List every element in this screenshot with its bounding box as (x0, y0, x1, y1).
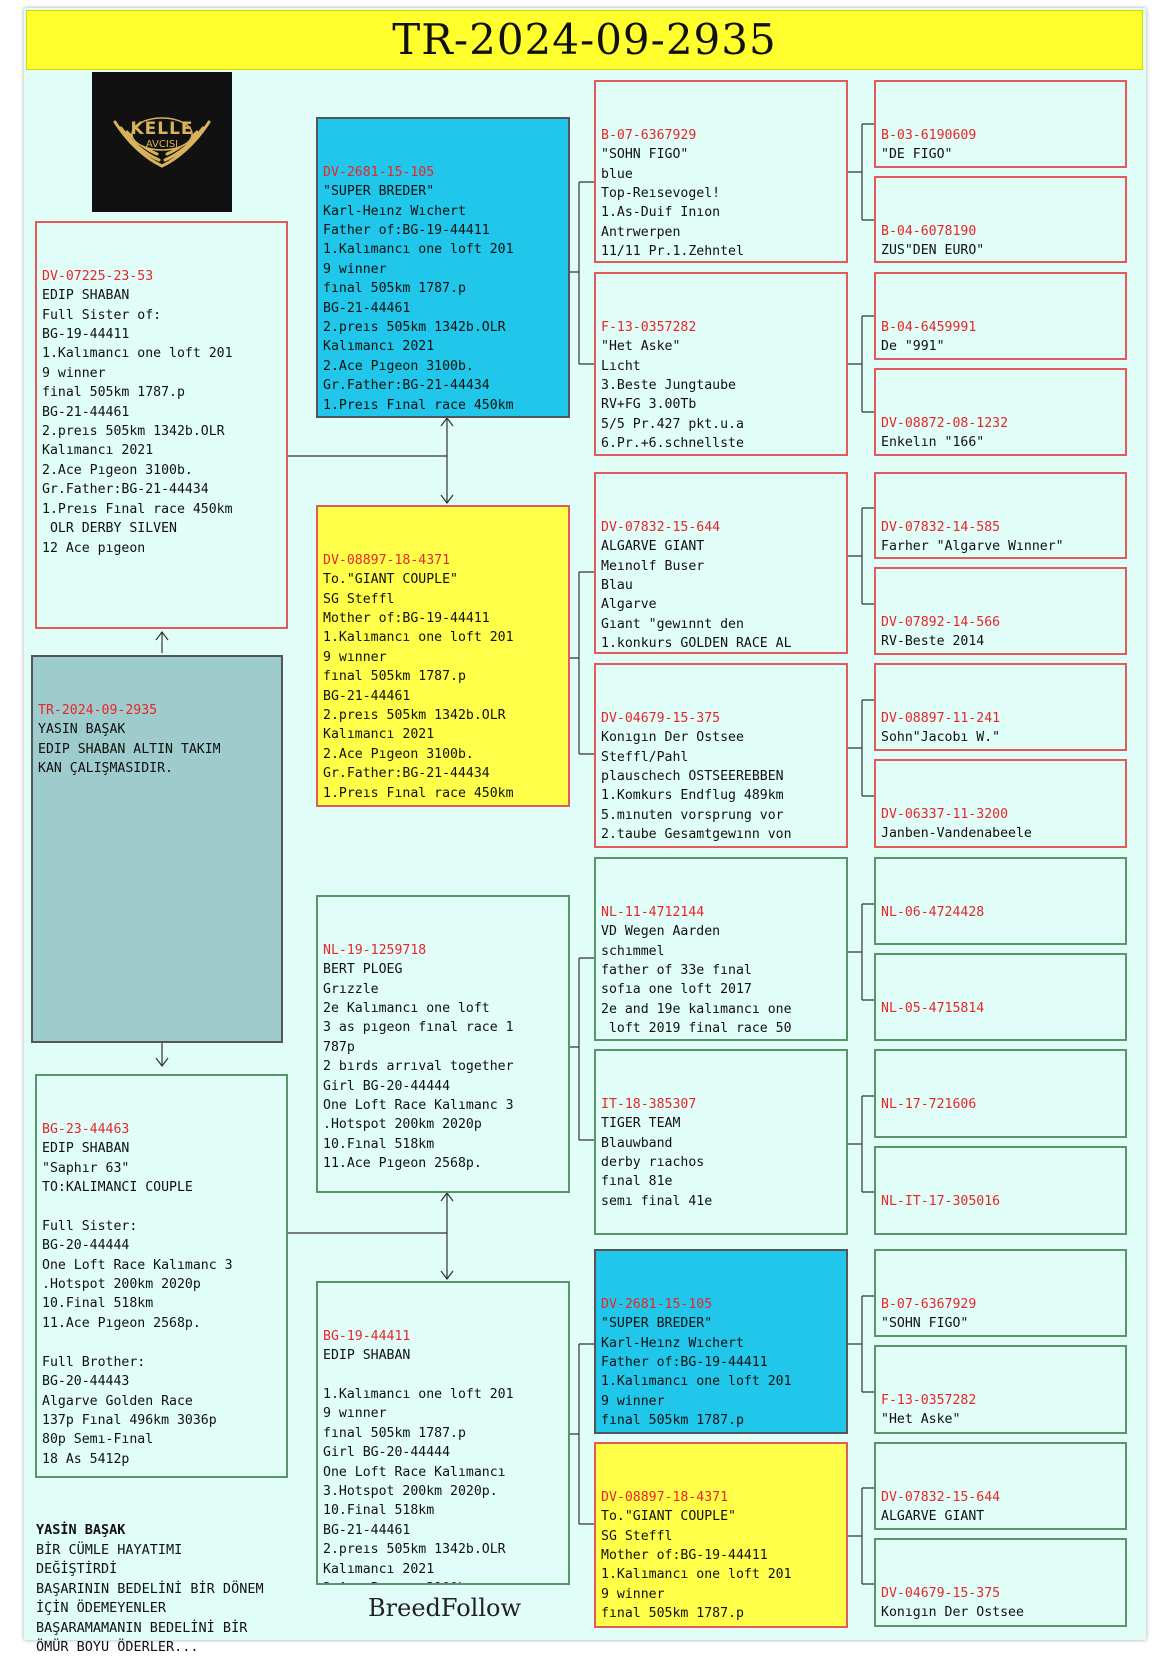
quote-block (36, 1482, 336, 1658)
gen3-box-15 (874, 1442, 1127, 1530)
pigeon-details: "SOHN FIGO" blue Top-Reısevogel! 1.As-Duif Inıon Antrwerpen 11/11 Pr.1.Zehntel (601, 147, 744, 260)
gen3-box-9 (874, 857, 1127, 945)
ring-number: DV-04679-15-375 (601, 710, 721, 726)
quote-author: YASİN BAŞAK (36, 1522, 126, 1538)
left-top-box (35, 221, 288, 629)
ring-number: F-13-0357282 (881, 1392, 977, 1408)
pigeon-details: TIGER TEAM Blauwband derby rıachos fınal 81e semı final 41e (601, 1116, 713, 1209)
ring-number: NL-05-4715814 (881, 1000, 985, 1016)
gen1-dam-sire (316, 895, 570, 1193)
ring-number: B-07-6367929 (601, 127, 697, 143)
pigeon-details: VD Wegen Aarden schımmel father of 33e fınal sofıa one loft 2017 2e and 19e kalımancı one loft 2019 final race 50 (601, 924, 792, 1037)
pigeon-details: "SOHN FIGO" (881, 1316, 969, 1332)
pigeon-details: To."GIANT COUPLE" SG Steffl Mother of:BG-19-44411 1.Kalımancı one loft 201 9 winner fınal 505km 1787.p (601, 1509, 792, 1622)
gen3-box-4 (874, 368, 1127, 456)
quote-text: BİR CÜMLE HAYATIMI DEĞİŞTİRDİ BAŞARININ BEDELİNİ BİR DÖNEM İÇİN ÖDEMEYENLER BAŞARAMAMANIN BEDELİNİ BİR ÖMÜR BOYU ÖDERLER... (36, 1541, 264, 1655)
gen3-box-11 (874, 1049, 1127, 1138)
gen2-box-8 (594, 1442, 848, 1628)
ring-number: NL-11-4712144 (601, 904, 705, 920)
ring-number: DV-07892-14-566 (881, 614, 1001, 630)
gen2-box-3 (594, 472, 848, 654)
logo-text: KELLE (130, 119, 194, 139)
ring-number: B-07-6367929 (881, 1296, 977, 1312)
left-bottom-box (35, 1074, 288, 1478)
ring-number: NL-19-1259718 (323, 942, 427, 958)
pigeon-details: De "991" (881, 339, 945, 355)
gen2-box-7 (594, 1249, 848, 1434)
gen3-box-12 (874, 1146, 1127, 1235)
pigeon-details: "Het Aske" (881, 1412, 961, 1428)
ring-number: DV-07832-14-585 (881, 519, 1001, 535)
ring-number: NL-IT-17-305016 (881, 1193, 1001, 1209)
ring-number: DV-08897-18-4371 (323, 552, 451, 568)
pigeon-details: ALGARVE GIANT Meınolf Buser Blau Algarve Gıant "gewınnt den 1.konkurs GOLDEN RACE AL (601, 539, 792, 652)
ring-number: DV-07225-23-53 (42, 268, 154, 284)
gen3-box-2 (874, 176, 1127, 263)
pigeon-details: ZUS"DEN EURO" (881, 243, 985, 259)
gen3-box-10 (874, 953, 1127, 1041)
gen3-box-1 (874, 80, 1127, 168)
pigeon-details: EDIP SHABAN Full Sister of: BG-19-44411 1.Kalımancı one loft 201 9 winner final 505km 1787.p BG-21-44461 2.preıs 505km 1342b.OLR Kalımancı 2021 2.Ace Pıgeon 3100b. Gr.Father:BG-21-44434 1.Preıs Fınal race 450km OLR DERBY SILVEN 12 Ace pıgeon (42, 288, 233, 556)
pigeon-details: Farher "Algarve Wınner" (881, 539, 1064, 555)
gen3-box-3 (874, 272, 1127, 360)
gen3-box-14 (874, 1345, 1127, 1434)
gen2-box-5 (594, 857, 848, 1041)
gen1-sire-sire (316, 117, 570, 418)
gen2-box-4 (594, 663, 848, 848)
gen2-box-1 (594, 80, 848, 263)
gen3-box-16 (874, 1538, 1127, 1627)
gen3-box-13 (874, 1249, 1127, 1337)
pigeon-details: EDIP SHABAN "Saphır 63" TO:KALIMANCI COUPLE Full Sister: BG-20-44444 One Loft Race Kalımanc 3 .Hotspot 200km 2020p 10.Final 518km 11.Ace Pıgeon 2568p. Full Brother: BG-20-44443 Algarve Golden Race 137p Fınal 496km 3036p 80p Semı-Fınal 18 As 5412p (42, 1141, 233, 1467)
ring-number: NL-17-721606 (881, 1096, 977, 1112)
ring-number: B-03-6190609 (881, 127, 977, 143)
subject-details: YASIN BAŞAK EDIP SHABAN ALTIN TAKIM KAN ÇALIŞMASIDIR. (38, 722, 221, 777)
ring-number: F-13-0357282 (601, 319, 697, 335)
pigeon-details: To."GIANT COUPLE" SG Steffl Mother of:BG-19-44411 1.Kalımancı one loft 201 9 wınner fınal 505km 1787.p BG-21-44461 2.preıs 505km 1342b.OLR Kalımancı 2021 2.Ace Pıgeon 3100b. Gr.Father:BG-21-44434 1.Preıs Fınal race 450km (323, 572, 514, 801)
pigeon-details: ALGARVE GIANT (881, 1509, 985, 1525)
gen3-box-5 (874, 472, 1127, 559)
gen3-box-6 (874, 567, 1127, 655)
pigeon-details: EDIP SHABAN 1.Kalımancı one loft 201 9 wınner fınal 505km 1787.p Girl BG-20-44444 One Loft Race Kalımancı 3.Hotspot 200km 2020p. 10.Final 518km BG-21-44461 2.preıs 505km 1342b.OLR Kalımancı 2021 (323, 1348, 514, 1577)
ring-number: DV-04679-15-375 (881, 1585, 1001, 1601)
pigeon-details: RV-Beste 2014 (881, 634, 985, 650)
gen1-sire-dam (316, 505, 570, 807)
subject-ring: TR-2024-09-2935 (38, 702, 158, 718)
logo-subtext: AVCISI (145, 139, 179, 150)
ring-number: DV-2681-15-105 (601, 1296, 713, 1312)
ring-number: BG-19-44411 (323, 1328, 411, 1344)
gen2-box-2 (594, 272, 848, 456)
pigeon-details: Konıgın Der Ostsee (881, 1605, 1024, 1621)
brand-footer: BreedFollow (368, 1594, 522, 1622)
pigeon-details: Enkelın "166" (881, 435, 985, 451)
ring-number: DV-07832-15-644 (601, 519, 721, 535)
pigeon-details: Sohn"Jacobı W." (881, 730, 1001, 746)
pedigree-title: TR-2024-09-2935 (26, 10, 1143, 70)
pigeon-details: "Het Aske" Lıcht 3.Beste Jungtaube RV+FG 3.00Tb 5/5 Pr.427 pkt.u.a 6.Pr.+6.schnellste (601, 339, 744, 452)
ring-number: B-04-6078190 (881, 223, 977, 239)
ring-number: BG-23-44463 (42, 1121, 130, 1137)
ring-number: IT-18-385307 (601, 1096, 697, 1112)
ring-number: DV-08872-08-1232 (881, 415, 1009, 431)
subject-box (31, 655, 283, 1043)
pigeon-details: Janben-Vandenabeele (881, 826, 1032, 842)
pigeon-details: "DE FIGO" (881, 147, 953, 163)
pigeon-details: Konıgın Der Ostsee Steffl/Pahl plauschech OSTSEEREBBEN 1.Komkurs Endflug 489km 5.mınuten vorsprung vor 2.taube Gesamtgewınn von (601, 730, 792, 843)
ring-number: DV-07832-15-644 (881, 1489, 1001, 1505)
gen3-box-8 (874, 759, 1127, 848)
pigeon-details: BERT PLOEG Grızzle 2e Kalımancı one loft 3 as pıgeon fınal race 1 787p 2 bırds arrıval together Girl BG-20-44444 One Loft Race Kalımanc 3 .Hotspot 200km 2020p 10.Fınal 518km 11.Ace Pıgeon 2568p. (323, 962, 514, 1172)
pigeon-details: "SUPER BREDER" Karl-Heınz Wıchert Father of:BG-19-44411 1.Kalımancı one loft 201 9 winner fınal 505km 1787.p (601, 1316, 792, 1429)
ring-number: DV-06337-11-3200 (881, 806, 1009, 822)
ring-number: NL-06-4724428 (881, 904, 985, 920)
ring-number: DV-2681-15-105 (323, 164, 435, 180)
ring-number: DV-08897-18-4371 (601, 1489, 729, 1505)
gen1-dam-dam (316, 1281, 570, 1585)
ring-number: B-04-6459991 (881, 319, 977, 335)
pigeon-details: "SUPER BREDER" Karl-Heınz Wıchert Father of:BG-19-44411 1.Kalımancı one loft 201 9 winner fınal 505km 1787.p BG-21-44461 2.preıs 505km 1342b.OLR Kalımancı 2021 2.Ace Pıgeon 3100b. Gr.Father:BG-21-44434 1.Preıs Fınal race 450km (323, 184, 514, 413)
ring-number: DV-08897-11-241 (881, 710, 1001, 726)
gen2-box-6 (594, 1049, 848, 1235)
gen3-box-7 (874, 663, 1127, 751)
